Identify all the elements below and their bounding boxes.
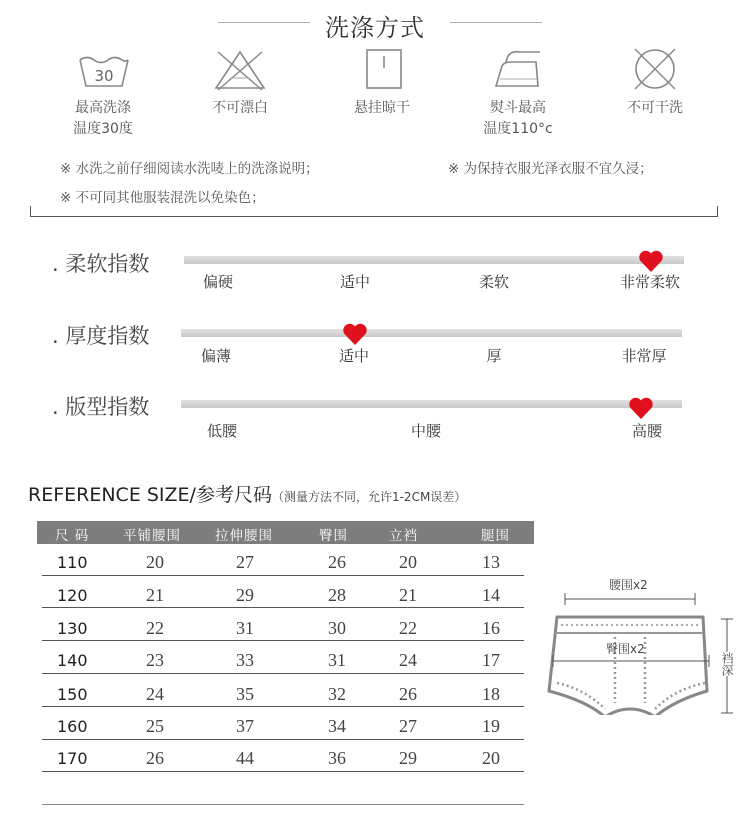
size-chart-heading: REFERENCE SIZE/参考尺码: [28, 484, 272, 506]
thickness-bar: [181, 329, 682, 337]
care-label-hang-dry: 悬挂晾干: [354, 100, 410, 116]
care-label-no-dry-clean: 不可干洗: [627, 100, 683, 116]
table-cell: 24: [399, 650, 417, 670]
softness-heart-icon: [638, 249, 664, 273]
table-cell: 29: [399, 748, 417, 768]
thickness-label-3: 厚: [486, 347, 502, 365]
table-row-divider: [42, 575, 524, 576]
care-label-iron: 熨斗最高 温度110°c: [483, 100, 553, 137]
table-cell: 28: [328, 585, 346, 605]
table-cell: 21: [146, 585, 164, 605]
table-cell: 44: [236, 748, 254, 768]
softness-title: . 柔软指数: [52, 252, 150, 276]
fit-title: . 版型指数: [52, 395, 150, 419]
table-cell: 33: [236, 650, 254, 670]
table-cell: 31: [328, 650, 346, 670]
table-cell: 20: [146, 552, 164, 572]
fit-label-1: 低腰: [206, 422, 238, 440]
care-label-no-bleach: 不可漂白: [212, 100, 268, 116]
size-chart-title: [28, 480, 466, 507]
table-cell: 25: [146, 716, 164, 736]
table-cell: 35: [236, 684, 254, 704]
table-cell: 29: [236, 585, 254, 605]
fit-bar: [181, 400, 682, 408]
thickness-label-1: 偏薄: [200, 347, 232, 365]
iron-icon: [490, 46, 546, 92]
table-cell: 19: [482, 716, 500, 736]
waist-label: 腰围x2: [609, 578, 648, 592]
table-cell: 22: [399, 618, 417, 638]
header-leg: 腿围: [481, 528, 510, 544]
thickness-label-4: 非常厚: [621, 347, 667, 365]
table-cell: 16: [482, 618, 500, 638]
table-cell: 17: [482, 650, 500, 670]
size-cell: 130: [57, 619, 88, 638]
table-cell: 27: [236, 552, 254, 572]
header-hip: 臀围: [319, 528, 348, 544]
size-chart-subtitle: （测量方法不同，允许1-2CM误差）: [271, 490, 467, 504]
size-cell: 150: [57, 685, 88, 704]
table-cell: 26: [328, 552, 346, 572]
rise-label: 裆深: [720, 652, 734, 676]
table-cell: 26: [399, 684, 417, 704]
thickness-label-2: 适中: [338, 347, 370, 365]
header-rise: 立裆: [389, 528, 418, 544]
table-cell: 23: [146, 650, 164, 670]
table-cell: 20: [482, 748, 500, 768]
table-row-divider: [42, 640, 524, 641]
fit-heart-icon: [628, 396, 654, 420]
softness-label-4: 非常柔软: [619, 273, 681, 291]
softness-label-3: 柔软: [478, 273, 510, 291]
wash-title: 洗涤方式: [325, 14, 425, 42]
fit-label-2: 中腰: [410, 422, 442, 440]
softness-label-2: 适中: [339, 273, 371, 291]
table-cell: 18: [482, 684, 500, 704]
wash-note-1: ※ 水洗之前仔细阅读水洗唛上的洗涤说明；: [60, 161, 319, 177]
no-dry-clean-icon: [627, 46, 683, 92]
header-stretch-waist: 拉伸腰围: [215, 528, 273, 544]
table-bottom-line: [42, 804, 524, 805]
hang-dry-icon: [356, 46, 412, 92]
thickness-heart-icon: [342, 322, 368, 346]
table-cell: 27: [399, 716, 417, 736]
softness-bar: [184, 256, 684, 264]
table-cell: 24: [146, 684, 164, 704]
table-cell: 37: [236, 716, 254, 736]
no-bleach-icon: [212, 46, 268, 92]
table-cell: 22: [146, 618, 164, 638]
header-size: 尺 码: [55, 528, 90, 544]
table-cell: 31: [236, 618, 254, 638]
table-cell: 36: [328, 748, 346, 768]
size-table-header: [37, 521, 534, 544]
size-cell: 110: [57, 553, 88, 572]
size-cell: 170: [57, 749, 88, 768]
table-row-divider: [42, 706, 524, 707]
title-line-right: [450, 22, 542, 23]
fit-label-3: 高腰: [631, 422, 663, 440]
table-cell: 32: [328, 684, 346, 704]
wash-bracket: [30, 206, 718, 217]
wash-note-3: ※ 为保持衣服光泽衣服不宜久浸；: [448, 161, 653, 177]
size-cell: 120: [57, 586, 88, 605]
table-row-divider: [42, 607, 524, 608]
hip-label: 臀围x2: [606, 642, 645, 656]
table-row-divider: [42, 771, 524, 772]
table-row-divider: [42, 739, 524, 740]
header-flat-waist: 平铺腰围: [123, 528, 181, 544]
table-cell: 13: [482, 552, 500, 572]
table-cell: 34: [328, 716, 346, 736]
wash-note-2: ※ 不可同其他服装混洗以免染色；: [60, 190, 265, 206]
table-cell: 30: [328, 618, 346, 638]
table-cell: 26: [146, 748, 164, 768]
size-cell: 140: [57, 651, 88, 670]
table-cell: 20: [399, 552, 417, 572]
size-cell: 160: [57, 717, 88, 736]
title-line-left: [218, 22, 310, 23]
softness-label-1: 偏硬: [202, 273, 234, 291]
thickness-title: . 厚度指数: [52, 324, 150, 348]
wash-30-icon: [76, 46, 132, 92]
table-cell: 14: [482, 585, 500, 605]
wash-temp-text: 30: [94, 67, 114, 85]
table-cell: 21: [399, 585, 417, 605]
care-label-wash: 最高洗涤 温度30度: [73, 100, 133, 137]
table-row-divider: [42, 673, 524, 674]
